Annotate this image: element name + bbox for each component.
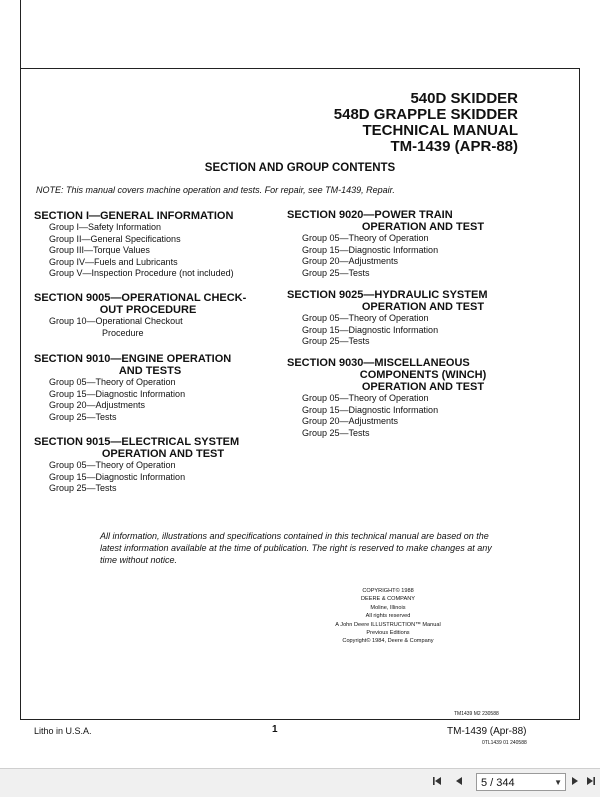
section-9025-block <box>287 289 509 348</box>
section-title <box>34 436 252 460</box>
copyright-line: Moline, Illinois <box>370 604 406 611</box>
group-item: Group 10—Operational Checkout <box>49 316 183 326</box>
title-line-2: 548D GRAPPLE SKIDDER <box>333 106 518 123</box>
copyright-line: A John Deere ILLUSTRUCTION™ Manual <box>335 621 441 628</box>
section-title <box>287 289 509 313</box>
group-item: Group IV—Fuels and Lubricants <box>49 256 178 267</box>
group-item: Group 20—Adjustments <box>49 400 146 410</box>
manual-title <box>334 91 518 155</box>
section-title-line: OPERATION AND TEST <box>101 448 225 460</box>
copyright-line: Copyright© 1984, Deere & Company <box>342 638 434 645</box>
section-title-line: OPERATION AND TEST <box>361 221 485 233</box>
section-i-block <box>34 210 249 280</box>
group-item: Group III—Torque Values <box>49 245 150 255</box>
top-left-border <box>20 0 21 68</box>
section-9010-block <box>34 353 266 423</box>
group-item: Group 15—Diagnostic Information <box>302 404 439 415</box>
group-item: Group 15—Diagnostic Information <box>302 244 439 255</box>
bottom-border <box>20 719 580 720</box>
note: NOTE: This manual covers machine operation and tests. For repair, see TM-1439, Repair. <box>36 185 395 195</box>
section-title-line: SECTION 9030—MISCELLANEOUS <box>287 357 470 369</box>
footer-page-number: 1 <box>272 724 278 735</box>
last-page-icon[interactable] <box>584 775 598 791</box>
document-code-top: TM1439 M2 230588 <box>454 711 499 717</box>
title-line-4: TM-1439 (APR-88) <box>390 138 518 155</box>
section-title-line: SECTION 9020—POWER TRAIN <box>287 209 453 221</box>
contents-heading: SECTION AND GROUP CONTENTS <box>204 162 396 174</box>
copyright-line: COPYRIGHT© 1988 <box>362 588 414 594</box>
group-item: Group 05—Theory of Operation <box>302 393 429 403</box>
section-title <box>287 209 509 233</box>
disclaimer-text: All information, illustrations and specifications contained in this technical manual are based on the latest information available at the time of publication. The right is reserved to make changes at any time without notice. <box>100 531 492 565</box>
group-item: Group 05—Theory of Operation <box>49 460 176 470</box>
copyright-line: DEERE & COMPANY <box>361 596 415 603</box>
first-page-icon[interactable] <box>430 775 444 791</box>
section-title-line: OUT PROCEDURE <box>99 304 197 316</box>
top-border <box>20 68 580 69</box>
page-indicator[interactable] <box>476 773 566 791</box>
group-item: Group 20—Adjustments <box>302 256 399 266</box>
section-title: SECTION I—GENERAL INFORMATION <box>34 210 234 222</box>
group-item: Group 25—Tests <box>49 411 117 422</box>
section-title-line: SECTION 9015—ELECTRICAL SYSTEM <box>34 436 240 448</box>
group-item: Group 15—Diagnostic Information <box>49 388 186 399</box>
section-title-line: OPERATION AND TEST <box>361 301 485 313</box>
group-item: Group 05—Theory of Operation <box>302 233 429 243</box>
section-title-line: COMPONENTS (WINCH) <box>359 369 487 381</box>
section-title-line: OPERATION AND TEST <box>361 381 485 393</box>
footer-manual-id: TM-1439 (Apr-88) <box>447 726 527 737</box>
section-9020-block <box>287 209 509 279</box>
section-title-line: AND TESTS <box>118 365 182 377</box>
group-item: Group 25—Tests <box>49 483 117 493</box>
section-9015-block <box>34 436 252 495</box>
group-item: Group 25—Tests <box>302 336 370 346</box>
copyright-notice <box>318 587 458 646</box>
section-title-line: SECTION 9010—ENGINE OPERATION <box>34 353 232 365</box>
section-title <box>34 353 266 377</box>
chevron-down-icon[interactable]: ▼ <box>554 778 562 787</box>
copyright-line: Previous Editions <box>366 630 410 637</box>
title-line-3: TECHNICAL MANUAL <box>362 122 518 139</box>
group-item: Group 25—Tests <box>302 267 370 278</box>
section-title-line: SECTION 9005—OPERATIONAL CHECK- <box>34 292 247 304</box>
document-code-bottom: 0TL1439 01 240588 <box>482 740 527 746</box>
group-item: Group V—Inspection Procedure (not included) <box>49 268 234 278</box>
group-item: Group I—Safety Information <box>49 222 162 232</box>
footer-litho: Litho in U.S.A. <box>34 726 92 736</box>
group-item: Procedure <box>102 327 144 338</box>
section-9030-block <box>287 357 509 439</box>
group-item: Group 15—Diagnostic Information <box>49 471 186 482</box>
copyright-line: All rights reserved <box>365 613 411 620</box>
group-item: Group II—General Specifications <box>49 233 181 244</box>
group-item: Group 05—Theory of Operation <box>302 313 429 323</box>
section-title-line: SECTION 9025—HYDRAULIC SYSTEM <box>287 289 488 301</box>
group-item: Group 05—Theory of Operation <box>49 377 176 387</box>
page-indicator-text: 5 / 344 <box>481 777 515 789</box>
next-page-icon[interactable] <box>568 775 582 791</box>
section-title <box>287 357 509 393</box>
group-item: Group 15—Diagnostic Information <box>302 324 439 335</box>
viewer-toolbar <box>0 768 600 797</box>
title-line-1: 540D SKIDDER <box>410 90 518 107</box>
section-title <box>34 292 262 316</box>
section-9005-block <box>34 292 262 339</box>
group-item: Group 20—Adjustments <box>302 416 399 426</box>
group-item: Group 25—Tests <box>302 427 370 438</box>
previous-page-icon[interactable] <box>452 775 466 791</box>
